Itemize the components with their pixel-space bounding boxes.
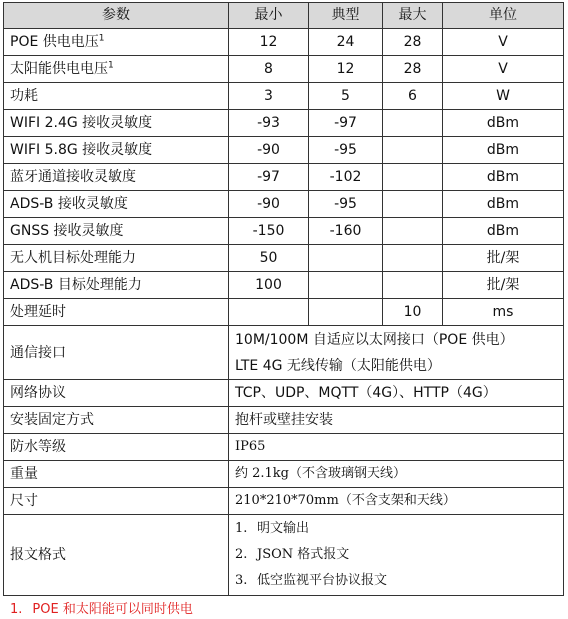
typ-cell: -160: [309, 218, 383, 245]
max-cell: 28: [383, 29, 443, 56]
min-cell: [229, 299, 309, 326]
table-row-format: [4, 515, 564, 596]
typ-cell: -102: [309, 164, 383, 191]
footnote-number: 1.: [10, 602, 23, 617]
unit-cell: dBm: [443, 110, 564, 137]
table-row: [4, 56, 564, 83]
format-item-text: 低空监视平台协议报文: [257, 573, 388, 588]
max-cell: [383, 164, 443, 191]
min-cell: 3: [229, 83, 309, 110]
format-item-text: JSON 格式报文: [257, 547, 350, 562]
waterproof-value: IP65: [229, 434, 564, 461]
table-row: [4, 245, 564, 272]
param-cell: 蓝牙通道接收灵敏度: [4, 164, 229, 191]
table-row-waterproof: [4, 434, 564, 461]
unit-cell: V: [443, 29, 564, 56]
max-cell: 10: [383, 299, 443, 326]
footnote-text: POE 和太阳能可以同时供电: [32, 602, 193, 617]
max-cell: [383, 191, 443, 218]
typ-cell: 5: [309, 83, 383, 110]
param-cell: 功耗: [4, 83, 229, 110]
typ-cell: -95: [309, 191, 383, 218]
table-row: [4, 218, 564, 245]
header-typ: 典型: [309, 3, 383, 29]
param-cell: [4, 56, 229, 83]
min-cell: 8: [229, 56, 309, 83]
protocol-value: TCP、UDP、MQTT（4G）、HTTP（4G）: [229, 380, 564, 407]
table-row: [4, 299, 564, 326]
typ-cell: 12: [309, 56, 383, 83]
param-cell: 处理延时: [4, 299, 229, 326]
table-row-comm: [4, 326, 564, 380]
format-item-number: 1.: [235, 521, 248, 536]
table-row: [4, 83, 564, 110]
table-header-row: [4, 3, 564, 29]
spec-table: [3, 2, 564, 596]
header-min: 最小: [229, 3, 309, 29]
format-item-text: 明文输出: [257, 521, 310, 536]
weight-value: 约 2.1kg（不含玻璃钢天线）: [229, 461, 564, 488]
max-cell: [383, 245, 443, 272]
weight-label: 重量: [4, 461, 229, 488]
footnote-ref: 1: [108, 60, 114, 71]
param-cell: WIFI 5.8G 接收灵敏度: [4, 137, 229, 164]
typ-cell: -95: [309, 137, 383, 164]
table-row: [4, 272, 564, 299]
table-row: [4, 164, 564, 191]
param-label: 太阳能供电电压: [10, 61, 108, 77]
unit-cell: dBm: [443, 137, 564, 164]
min-cell: -90: [229, 191, 309, 218]
min-cell: -90: [229, 137, 309, 164]
param-cell: GNSS 接收灵敏度: [4, 218, 229, 245]
header-param: 参数: [4, 3, 229, 29]
param-cell: [4, 29, 229, 56]
format-item-number: 3.: [235, 573, 248, 588]
table-row: [4, 137, 564, 164]
param-cell: ADS-B 接收灵敏度: [4, 191, 229, 218]
protocol-label: 网络协议: [4, 380, 229, 407]
format-item: [235, 568, 557, 594]
unit-cell: 批/架: [443, 272, 564, 299]
size-label: 尺寸: [4, 488, 229, 515]
unit-cell: 批/架: [443, 245, 564, 272]
unit-cell: dBm: [443, 218, 564, 245]
comm-line-lte: LTE 4G 无线传输（太阳能供电）: [235, 357, 441, 374]
table-row-weight: [4, 461, 564, 488]
format-label: 报文格式: [4, 515, 229, 596]
footnote-ref: 1: [98, 33, 105, 44]
mount-label: 安装固定方式: [4, 407, 229, 434]
max-cell: 28: [383, 56, 443, 83]
max-cell: [383, 218, 443, 245]
typ-cell: [309, 299, 383, 326]
param-cell: 无人机目标处理能力: [4, 245, 229, 272]
typ-cell: [309, 272, 383, 299]
comm-label: 通信接口: [4, 326, 229, 380]
min-cell: -93: [229, 110, 309, 137]
comm-value: [229, 326, 564, 380]
format-item-number: 2.: [235, 547, 248, 562]
unit-cell: ms: [443, 299, 564, 326]
typ-cell: 24: [309, 29, 383, 56]
min-cell: 100: [229, 272, 309, 299]
format-value: [229, 515, 564, 596]
min-cell: 50: [229, 245, 309, 272]
format-item: [235, 542, 557, 568]
waterproof-label: 防水等级: [4, 434, 229, 461]
table-row: [4, 29, 564, 56]
unit-cell: dBm: [443, 191, 564, 218]
max-cell: [383, 272, 443, 299]
mount-value: 抱杆或壁挂安装: [229, 407, 564, 434]
max-cell: [383, 137, 443, 164]
max-cell: 6: [383, 83, 443, 110]
size-value: 210*210*70mm（不含支架和天线）: [229, 488, 564, 515]
unit-cell: dBm: [443, 164, 564, 191]
header-max: 最大: [383, 3, 443, 29]
typ-cell: [309, 245, 383, 272]
param-cell: ADS-B 目标处理能力: [4, 272, 229, 299]
header-unit: 单位: [443, 3, 564, 29]
min-cell: -150: [229, 218, 309, 245]
max-cell: [383, 110, 443, 137]
unit-cell: W: [443, 83, 564, 110]
table-row-size: [4, 488, 564, 515]
unit-cell: V: [443, 56, 564, 83]
param-cell: WIFI 2.4G 接收灵敏度: [4, 110, 229, 137]
table-row: [4, 110, 564, 137]
table-row: [4, 191, 564, 218]
table-row-protocol: [4, 380, 564, 407]
param-label: POE 供电电压: [10, 34, 99, 50]
footnote: [10, 598, 193, 617]
min-cell: -97: [229, 164, 309, 191]
table-row-mount: [4, 407, 564, 434]
typ-cell: -97: [309, 110, 383, 137]
min-cell: 12: [229, 29, 309, 56]
format-item: [235, 516, 557, 542]
comm-line-ethernet: 10M/100M 自适应以太网接口（POE 供电）: [235, 331, 514, 348]
